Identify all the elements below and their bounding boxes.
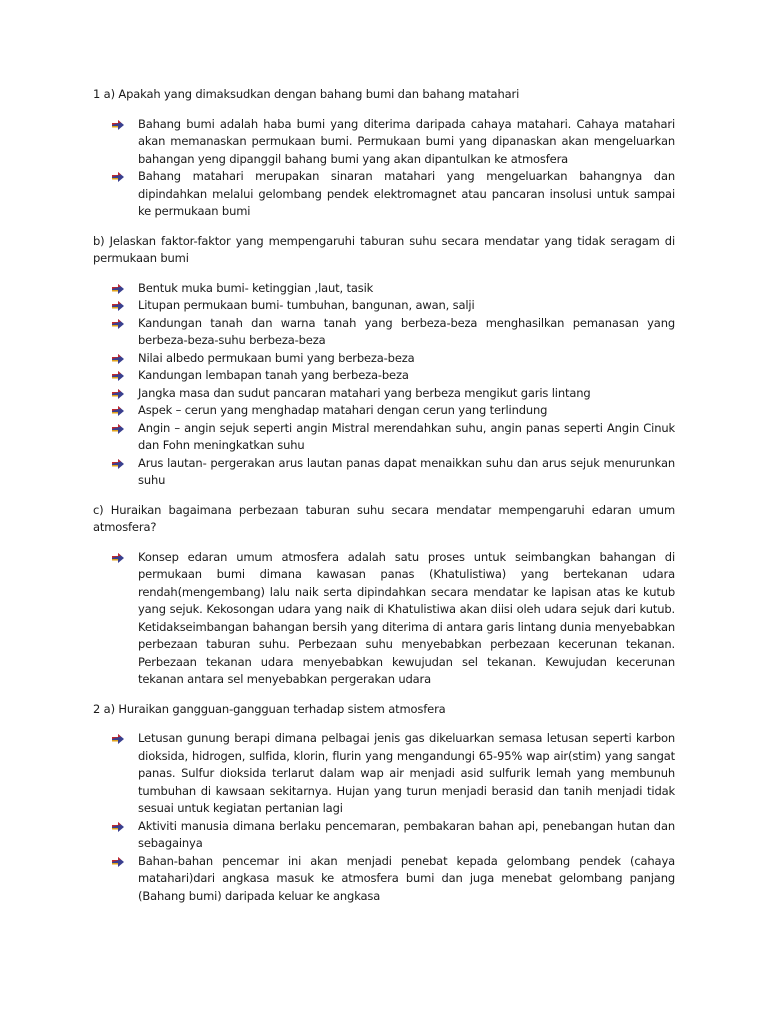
list-item (138, 730, 675, 818)
list-item (138, 549, 675, 689)
arrow-bullet-icon (112, 552, 125, 564)
arrow-bullet-icon (112, 370, 125, 382)
list-item-text: Jangka masa dan sudut pancaran matahari yang berbeza mengikut garis lintang (138, 385, 591, 400)
list-item-text: Aspek – cerun yang menghadap matahari dengan cerun yang terlindung (138, 403, 548, 417)
arrow-bullet-icon (112, 733, 125, 745)
list-item (138, 367, 675, 385)
list-item-text: Kandungan lembapan tanah yang berbeza-beza (138, 368, 409, 382)
list-item (138, 315, 675, 350)
document-content (93, 86, 675, 917)
list-item-text: Litupan permukaan bumi- tumbuhan, bangunan, awan, salji (138, 298, 475, 312)
list-item (138, 420, 675, 455)
question-1b: b) Jelaskan faktor-faktor yang mempengaruhi taburan suhu secara mendatar yang tidak seragam di permukaan bumi (93, 233, 675, 265)
list-item-text: Arus lautan- pergerakan arus lautan panas dapat menaikkan suhu dan arus sejuk menurunkan suhu (138, 455, 675, 487)
list-item-text: Bahan-bahan pencemar ini akan menjadi penebat kepada gelombang pendek (cahaya matahari)dari angkasa masuk ke atmosfera bumi dan juga menebat gelombang panjang (Bahang bumi) daripada keluar ke angkasa (138, 853, 675, 903)
list-item (138, 280, 675, 298)
list-item-text: Bentuk muka bumi- ketinggian ,laut, tasik (138, 280, 374, 295)
list-item (138, 297, 675, 315)
arrow-bullet-icon (112, 300, 125, 312)
answer-list-2a (93, 730, 675, 905)
list-item (138, 350, 675, 368)
answer-list-1c (93, 549, 675, 689)
list-item (138, 818, 675, 853)
list-item (138, 402, 675, 420)
arrow-bullet-icon (112, 388, 125, 400)
question-1a: 1 a) Apakah yang dimaksudkan dengan bahang bumi dan bahang matahari (93, 87, 520, 101)
arrow-bullet-icon (112, 856, 125, 868)
arrow-bullet-icon (112, 171, 125, 183)
list-item-text: Bahang matahari merupakan sinaran matahari yang mengeluarkan bahangnya dan dipindahkan melalui gelombang pendek elektromagnet atau pancaran insolusi untuk sampai ke permukaan bumi (138, 169, 675, 218)
arrow-bullet-icon (112, 353, 125, 365)
arrow-bullet-icon (112, 458, 125, 470)
list-item (138, 853, 675, 906)
arrow-bullet-icon (112, 405, 125, 417)
list-item-text: Konsep edaran umum atmosfera adalah satu proses untuk seimbangkan bahangan di permukaan bumi dimana kawasan panas (Khatulistiwa) yang bertekanan udara rendah(mengembang) lalu naik serta dipindahkan secara mendatar ke lapisan atas ke kutub yang sejuk. Kekosongan udara yang naik di Khatulistiwa akan diisi oleh udara sejuk dari kutub. Ketidakseimbangan bahangan bersih yang diterima di antara garis lintang dunia menyebabkan perbezaan taburan suhu. Perbezaan suhu menyebabkan perbezaan kecerunan tekanan. Perbezaan tekanan udara menyebabkan kewujudan sel tekanan. Kewujudan kecerunan tekanan antara sel menyebabkan pergerakan udara (138, 549, 675, 686)
list-item-text: Letusan gunung berapi dimana pelbagai jenis gas dikeluarkan semasa letusan seperti karbon dioksida, hidrogen, sulfida, klorin, flurin yang mengandungi 65-95% wap air(stim) yang sangat panas. Sulfur dioksida terlarut dalam wap air menjadi asid sulfurik lemah yang membunuh tumbuhan di kawsaan sekitarnya. Hujan yang turun menjadi berasid dan tanih menjadi tidak sesuai untuk kegiatan pertanian lagi (138, 731, 675, 815)
list-item-text: Kandungan tanah dan warna tanah yang berbeza-beza menghasilkan pemanasan yang berbeza-beza-suhu berbeza-beza (138, 315, 675, 347)
arrow-bullet-icon (112, 821, 125, 833)
list-item (138, 385, 675, 403)
question-2a: 2 a) Huraikan gangguan-gangguan terhadap sistem atmosfera (93, 701, 446, 716)
arrow-bullet-icon (112, 119, 125, 131)
answer-list-1b (93, 280, 675, 490)
arrow-bullet-icon (112, 423, 125, 435)
list-item (138, 168, 675, 221)
list-item-text: Nilai albedo permukaan bumi yang berbeza-beza (138, 350, 415, 365)
list-item (138, 116, 675, 169)
list-item-text: Aktiviti manusia dimana berlaku pencemaran, pembakaran bahan api, penebangan hutan dan sebagainya (138, 818, 675, 850)
arrow-bullet-icon (112, 318, 125, 330)
list-item-text: Bahang bumi adalah haba bumi yang diterima daripada cahaya matahari. Cahaya matahari akan memanaskan permukaan bumi. Permukaan bumi yang dipanaskan akan mengeluarkan bahangan yeng dipanggil bahang bumi yang akan dipantulkan ke atmosfera (138, 116, 675, 166)
list-item (138, 455, 675, 490)
arrow-bullet-icon (112, 283, 125, 295)
answer-list-1a (93, 116, 675, 221)
question-1c: c) Huraikan bagaimana perbezaan taburan suhu secara mendatar mempengaruhi edaran umum atmosfera? (93, 502, 675, 534)
list-item-text: Angin – angin sejuk seperti angin Mistral merendahkan suhu, angin panas seperti Angin Cinuk dan Fohn meningkatkan suhu (138, 420, 675, 452)
